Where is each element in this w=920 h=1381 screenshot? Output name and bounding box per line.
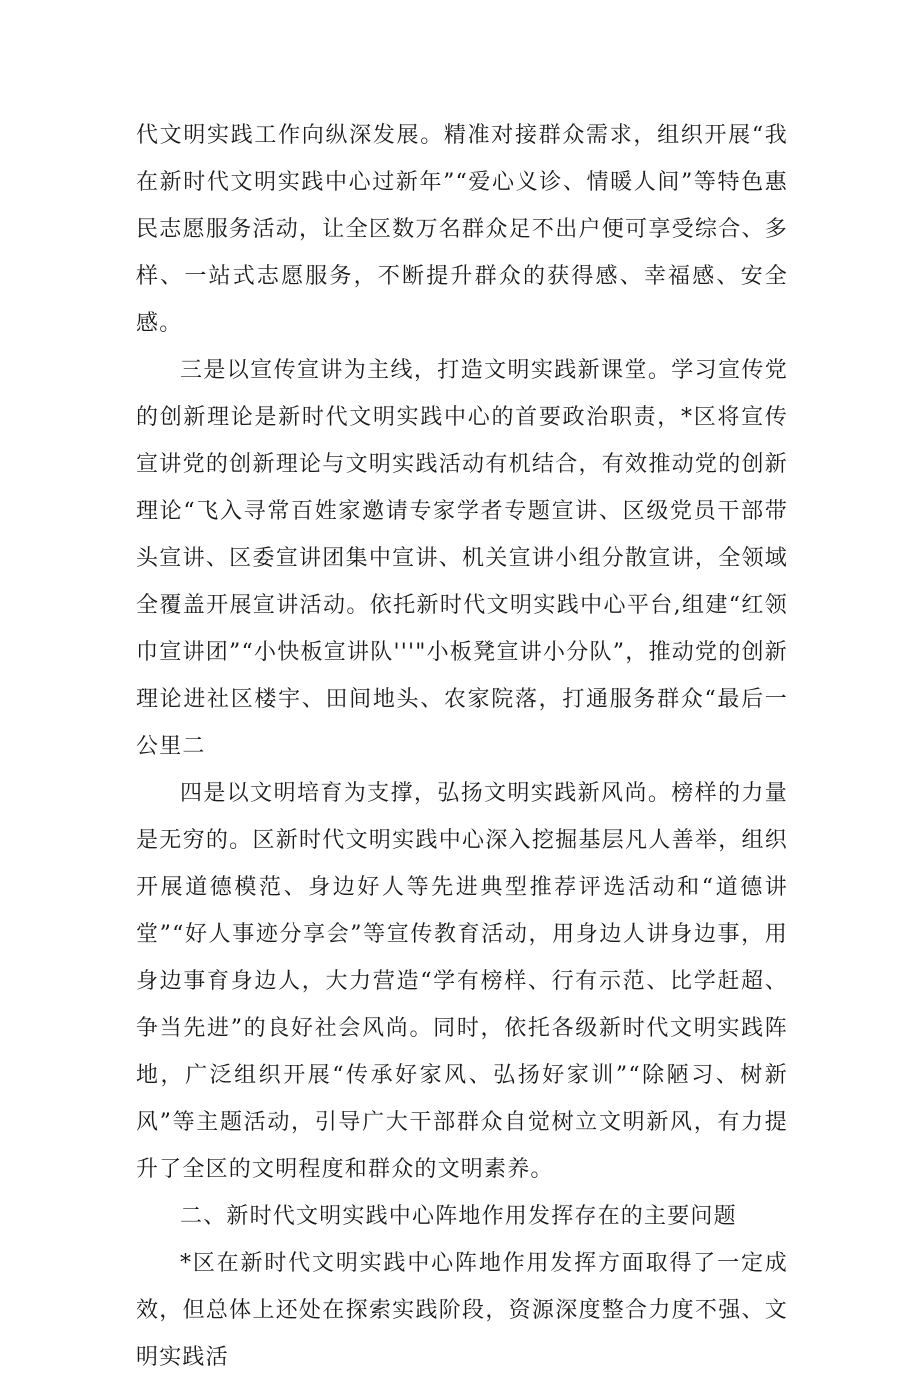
document-body [136, 112, 788, 1381]
paragraph-continuation: 代文明实践工作向纵深发展。精准对接群众需求，组织开展“我在新时代文明实践中心过新年”“爱心义诊、情暖人间”等特色惠民志愿服务活动，让全区数万名群众足不出户便可享受综合、多样、一站式志愿服务，不断提升群众的获得感、幸福感、安全感。 [136, 123, 788, 336]
paragraph-publicity-lectures: 三是以宣传宣讲为主线，打造文明实践新课堂。学习宣传党的创新理论是新时代文明实践中心的首要政治职责，*区将宣传宣讲党的创新理论与文明实践活动有机结合，有效推动党的创新理论“飞入寻常百姓家邀请专家学者专题宣讲、区级党员干部带头宣讲、区委宣讲团集中宣讲、机关宣讲小组分散宣讲，全领域全覆盖开展宣讲活动。依托新时代文明实践中心平台,组建“红领巾宣讲团”“小快板宣讲队'''"小板凳宣讲小分队”，推动党的创新理论进社区楼宇、田间地头、农家院落，打通服务群众“最后一公里二 [136, 358, 788, 759]
paragraph-civilization-cultivation: 四是以文明培育为支撑，弘扬文明实践新风尚。榜样的力量是无穷的。区新时代文明实践中心深入挖掘基层凡人善举，组织开展道德模范、身边好人等先进典型推荐评选活动和“道德讲堂”“好人事迹分享会”等宣传教育活动，用身边人讲身边事，用身边事育身边人，大力营造“学有榜样、行有示范、比学赶超、争当先进”的良好社会风尚。同时，依托各级新时代文明实践阵地，广泛组织开展“传承好家风、弘扬好家训”“除陋习、树新风”等主题活动，引导广大干部群众自觉树立文明新风，有力提升了全区的文明程度和群众的文明素养。 [136, 781, 788, 1182]
section-heading-main-problems: 二、新时代文明实践中心阵地作用发挥存在的主要问题 [180, 1204, 737, 1229]
paragraph-problems-intro: *区在新时代文明实践中心阵地作用发挥方面取得了一定成效，但总体上还处在探索实践阶段，资源深度整合力度不强、文明实践活 [136, 1251, 788, 1370]
